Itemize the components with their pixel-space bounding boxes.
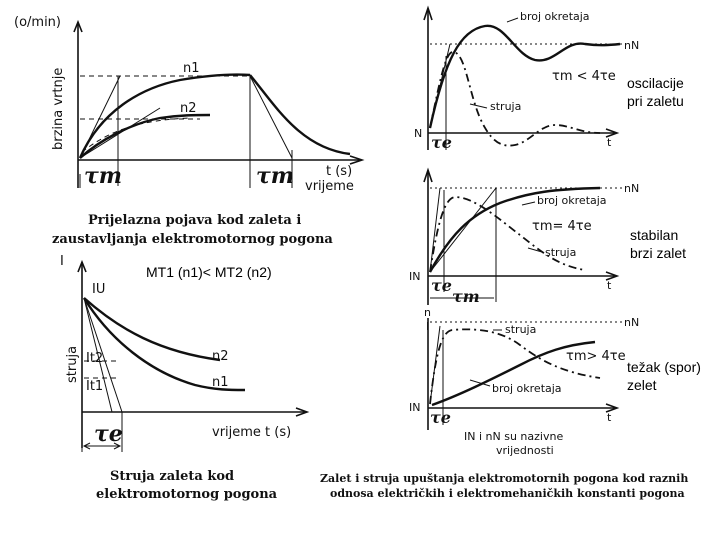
current-caption-line2: elektromotornog pogona: [96, 487, 278, 502]
speed-x-axis-label: t (s): [326, 164, 353, 179]
panel2-left-label: IN: [409, 270, 421, 283]
panel1-relation: τm < 4τe: [552, 69, 616, 84]
current-chart: [60, 254, 307, 502]
bottom-caption-line1: Zalet i struja upuštanja elektromotornih pogona kod raznih: [320, 472, 689, 485]
current-label-it2: It2: [86, 351, 104, 366]
panel3-axis-I: I: [426, 320, 430, 333]
right-footnote-line2: vrijednosti: [496, 444, 554, 457]
panel1-nN-label: nN: [624, 39, 640, 52]
panel3-relation: τm> 4τe: [566, 349, 626, 364]
current-label-it1: It1: [86, 379, 104, 394]
current-curve-n2: [84, 298, 220, 360]
panel2-current-label: struja: [545, 246, 577, 259]
panel2-current-curve: [430, 197, 585, 272]
panel2-speed-label: broj okretaja: [537, 194, 607, 207]
right-panel-stable: [409, 170, 686, 306]
panel2-nN-label: nN: [624, 182, 640, 195]
panel1-current-curve: [430, 52, 600, 146]
speed-tau-right: τm: [256, 163, 295, 189]
current-legend: MT1 (n1)< MT2 (n2): [146, 264, 272, 280]
speed-caption-line1: Prijelazna pojava kod zaleta i: [88, 213, 302, 228]
speed-label-n1: n1: [183, 61, 200, 76]
right-footnote-line1: IN i nN su nazivne: [464, 430, 564, 443]
speed-curve-stop: [250, 75, 350, 154]
panel1-note-line1: oscilacije: [627, 75, 684, 91]
panel1-speed-label: broj okretaja: [520, 10, 590, 23]
current-label-n1: n1: [212, 375, 229, 390]
right-panel-oscillation: [414, 8, 684, 152]
panel3-note-line2: zelet: [627, 377, 657, 393]
speed-chart: [14, 15, 362, 247]
current-x-axis-label: vrijeme t (s): [212, 425, 292, 440]
panel3-current-label: struja: [505, 323, 537, 336]
panel1-current-label: struja: [490, 100, 522, 113]
panel3-speed-label: broj okretaja: [492, 382, 562, 395]
panel2-tau-e: τe: [431, 276, 452, 295]
speed-label-n2: n2: [180, 101, 197, 116]
panel2-note-line1: stabilan: [630, 227, 679, 243]
bottom-caption-line2: odnosa električkih i elektromehaničkih konstanti pogona: [330, 487, 685, 500]
panel1-t-label: t: [607, 136, 612, 149]
speed-unit-label: (o/min): [14, 15, 61, 30]
panel1-tau-e: τe: [431, 133, 452, 152]
panel2-tangent-speed: [430, 188, 496, 272]
speed-caption-line2: zaustavljanja elektromotornog pogona: [52, 232, 333, 247]
speed-x-axis-word: vrijeme: [305, 179, 354, 194]
panel3-note-line1: težak (spor): [627, 359, 701, 375]
panel1-note-line2: pri zaletu: [627, 93, 684, 109]
panel1-current-pointer: [470, 104, 487, 108]
current-tau-label: τe: [94, 421, 123, 447]
speed-y-axis-label: brzina vrtnje: [51, 67, 66, 150]
speed-tau-left: τm: [84, 163, 123, 189]
current-y-axis-label: struja: [65, 345, 80, 383]
panel1-left-label: N: [414, 127, 423, 140]
panel3-left-label: IN: [409, 401, 421, 414]
panel3-tau-e: τe: [430, 408, 451, 427]
panel3-axis-n: n: [424, 306, 431, 319]
right-panel-slow: [409, 306, 701, 430]
current-label-n2: n2: [212, 349, 229, 364]
panel3-t-label: t: [607, 411, 612, 424]
current-caption-line1: Struja zaleta kod: [110, 469, 235, 484]
panel1-speed-pointer: [507, 18, 518, 22]
panel2-note-line2: brzi zalet: [630, 245, 687, 261]
panel2-speed-pointer: [522, 202, 535, 205]
panel2-t-label: t: [607, 279, 612, 292]
panel3-nN-label: nN: [624, 316, 640, 329]
panel2-relation: τm= 4τe: [532, 219, 592, 234]
panel2-tau-m: τm: [452, 287, 480, 306]
speed-curve-n2: [80, 115, 210, 158]
current-label-iu: IU: [92, 282, 106, 297]
current-axis-symbol: I: [60, 254, 64, 269]
